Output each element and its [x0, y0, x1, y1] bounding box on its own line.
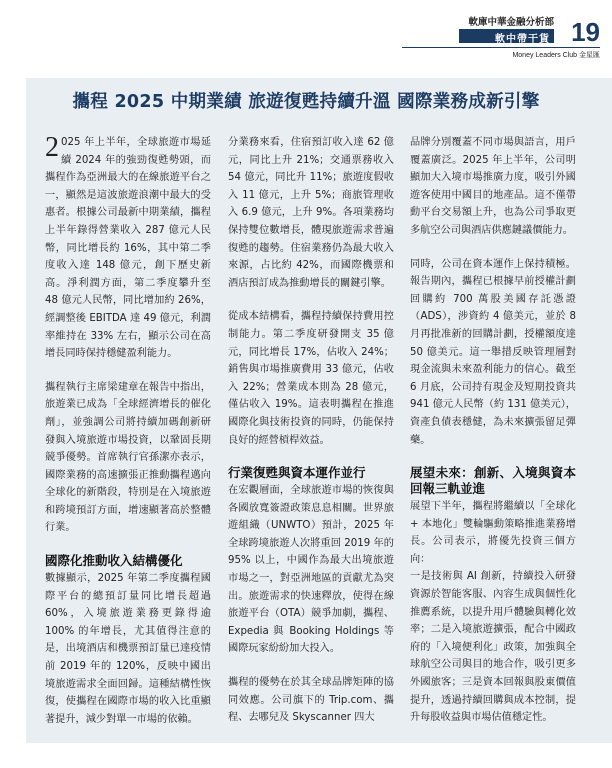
article-column-1: [45, 134, 211, 744]
page-number: 19: [571, 17, 600, 47]
paragraph: [45, 134, 211, 363]
section-heading: 行業復甦與資本運作並行: [228, 465, 366, 481]
paragraph: 品牌分別覆蓋不同市場與語言，用戶覆蓋廣泛。2025 年上半年，公司明顯加大入境市場推廣力度，吸引外國遊客使用中國目的地產品。這不僅帶動平台交易額上升，也為公司爭取更多航空公司與酒店供應鏈議價能力。: [410, 137, 576, 236]
header-rule: [402, 47, 600, 48]
brand-name: 軟庫中華金融分析部: [468, 17, 554, 28]
paragraph: 在宏觀層面，全球旅遊市場的恢復與各國放寬簽證政策息息相關。世界旅遊組織（UNWTO）預計，2025 年全球跨境旅遊人次將重回 2019 年的 95% 以上，中國作為最大出境旅遊市場之一，對亞洲地區的貢獻尤為突出。旅遊需求的快速釋放，使得在線旅遊平台（OTA）競爭加劇，攜程、Expedia 與 Booking Holdings 等國際玩家紛紛加大投入。: [228, 485, 394, 655]
section-heading: 展望未來：創新、入境與資本回報三軌並進: [410, 465, 576, 497]
article-column-3: [410, 134, 576, 743]
paragraph: 攜程執行主席梁建章在報告中指出，旅遊業已成為「全球經濟增長的催化劑」，並強調公司將持續加碼創新研發與入境旅遊市場投資，以鞏固長期競爭優勢。首席執行官孫潔亦表示，國際業務的高速擴張正推動攜程邁向全球化的新階段，特別是在入境旅遊和跨境預訂方面，增速顯著高於整體行業。: [45, 381, 211, 534]
paragraph: 分業務來看，住宿預訂收入達 62 億元，同比上升 21%；交通票務收入 54 億元，同比升 11%；旅遊度假收入 11 億元，上升 5%；商旅管理收入 6.9 億元，上升 9%。各項業務均保持雙位數增長，體現旅遊需求普遍復甦的趨勢。住宿業務仍為最大收入來源，占比約 42%，而國際機票和酒店預訂成為推動增長的關鍵引擎。: [228, 137, 394, 289]
paragraph: 數據顯示，2025 年第二季度攜程國際平台的總預訂量同比增長超過 60%，入境旅遊業務更錄得逾 100% 的年增長，尤其值得注意的是，出境酒店和機票預訂量已達疫情前 2019 年的 120%，反映中國出境旅遊需求全面回歸。這種結構性恢復，使攜程在國際市場的收入比重顯著提升，減少對單一市場的依賴。: [45, 573, 211, 725]
paragraph: 展望下半年，攜程將繼續以「全球化 + 本地化」雙輪驅動策略推進業務增長。公司表示，將優先投資三個方向：: [410, 501, 576, 565]
article-column-2: [228, 134, 394, 743]
paragraph: 攜程的優勢在於其全球品牌矩陣的協同效應。公司旗下的 Trip.com、攜程、去哪兒及 Skyscanner 四大: [228, 677, 394, 724]
paragraph: 一是技術與 AI 創新，持續投入研發資源於智能客服、內容生成與個性化推薦系統，以提升用戶體驗與轉化效率；二是入境旅遊擴張，配合中國政府的「入境便利化」政策，加強與全球航空公司與目的地合作，吸引更多外國旅客；三是資本回報與股東價值提升，透過持續回購與成本控制，提升每股收益與市場估值穩定性。: [410, 571, 576, 724]
paragraph-text: 025 年上半年，全球旅遊市場延續 2024 年的強勁復甦勢頭，而攜程作為亞洲最大的在線旅遊平台之一，顯然是這波旅遊浪潮中最大的受惠者。根據公司最新中期業績，攜程上半年錄得營業收入 287 億元人民幣，同比增長約 16%，其中第二季度收入達 148 億元，創下歷史新高。淨利潤方面，第二季度攀升至 48 億元人民幣，同比增加約 26%，經調整後 EBITDA 達 49 億元，利潤率維持在 33% 左右，顯示公司在高增長同時保持穩健盈利能力。: [45, 137, 211, 360]
paragraph: 同時，公司在資本運作上保持積極。報告期內，攜程已根據早前授權計劃回購約 700 萬股美國存託憑證（ADS），涉資約 4 億美元，並於 8 月再批准新的回購計劃，授權額度達 50 億美元。這一舉措反映管理層對現金流與未來盈利能力的信心。截至 6 月底，公司持有現金及短期投資共 941 億元人民幣（約 131 億美元），資產負債表穩健，為未來擴張留足彈藥。: [410, 258, 576, 446]
article-title: 攜程 2025 中期業績 旅遊復甦持續升溫 國際業務成新引擎: [72, 92, 540, 112]
drop-cap: 2: [45, 132, 59, 163]
paragraph: 從成本結構看，攜程持續保持費用控制能力。第二季度研發開支 35 億元，同比增長 17%，佔收入 24%；銷售與市場推廣費用 33 億元，佔收入 22%；營業成本則為 28 億元，僅佔收入 19%。這表明攜程在推進國際化與技術投資的同時，仍能保持良好的經營槓桿效益。: [228, 311, 394, 446]
section-heading: 國際化推動收入結構優化: [45, 553, 183, 569]
section-label: 軟中帶干貨: [495, 34, 550, 45]
club-label: Money Leaders Club 金星匯: [512, 52, 600, 59]
